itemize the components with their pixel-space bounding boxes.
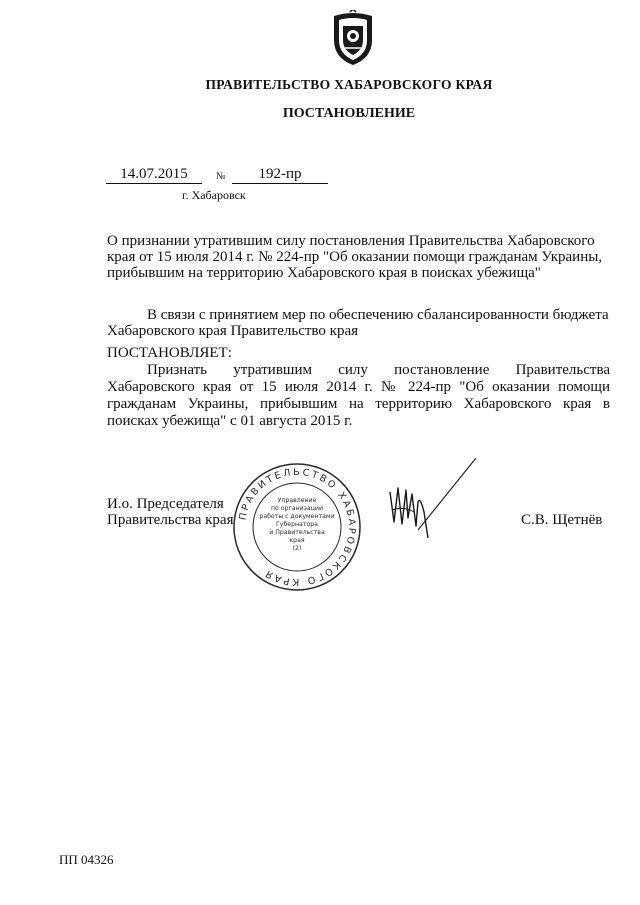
seal-ring-text: ПРАВИТЕЛЬСТВО ХАБАРОВСКОГО КРАЯ [237,466,358,588]
document-subject: О признании утратившим силу постановления Правительства Хабаровского края от 15 июля 2014 г. № 224-пр "Об оказании помощи гражданам Украины, прибывшим на территорию Хабаровского края в поисках убежища" [107,233,603,281]
signatory-title-line1: И.о. Председателя [107,496,224,512]
signatory-title [107,496,234,528]
document-date: 14.07.2015 [106,166,202,184]
decree-paragraph: Признать утратившим силу постановление Правительства Хабаровского края от 15 июля 2014 г. № 224-пр "Об оказании помощи гражданам Украины, прибывшим на территорию Хабаровского края в поисках убежища" с 01 августа 2015 г. [107,362,610,429]
decree-word: ПОСТАНОВЛЯЕТ: [107,345,232,361]
handwritten-signature [384,452,484,552]
city: г. Хабаровск [182,188,246,202]
seal-line: (2) [292,545,302,552]
seal-line: Управление [277,497,317,504]
number-sign: № [216,171,226,182]
government-title: ПРАВИТЕЛЬСТВО ХАБАРОВСКОГО КРАЯ [205,77,493,92]
signatory-name: С.В. Щетнёв [521,512,603,528]
seal-line: Губернатора [276,521,318,528]
seal-line: по организации [271,505,323,512]
document-type: ПОСТАНОВЛЕНИЕ [282,106,416,121]
coat-of-arms-emblem [330,10,376,66]
seal-line: края [289,537,305,544]
footer-code: ПП 04326 [59,852,114,867]
document-number: 192-пр [232,166,328,184]
official-seal [232,462,362,592]
signatory-title-line2: Правительства края [107,512,234,528]
seal-line: и Правительства [269,529,325,536]
seal-line: работы с документами [259,513,335,520]
preamble-paragraph: В связи с принятием мер по обеспечению сбалансированности бюджета Хабаровского края Правительство края [107,307,609,339]
